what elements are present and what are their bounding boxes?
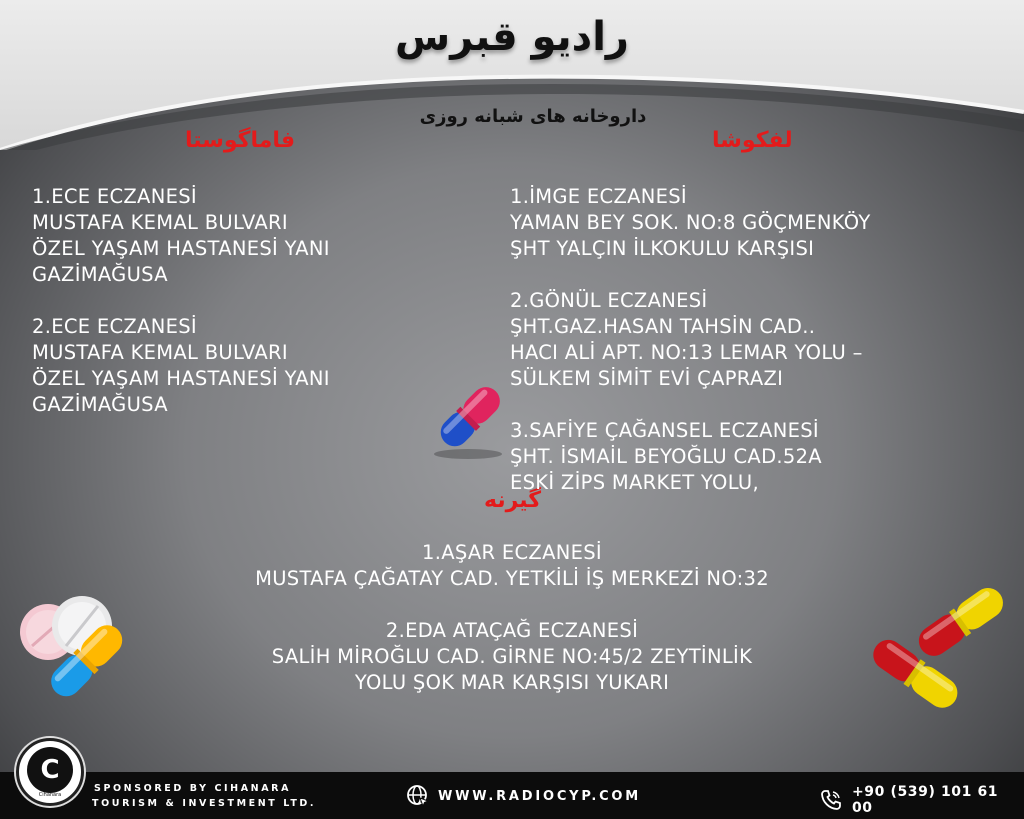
pharmacy-address-line: MUSTAFA KEMAL BULVARI <box>32 341 288 364</box>
globe-cursor-icon <box>406 784 430 808</box>
pharmacy-entry <box>510 288 871 392</box>
pharmacy-address-line: HACI ALİ APT. NO:13 LEMAR YOLU – <box>510 341 863 364</box>
phone-contact[interactable] <box>820 784 1024 816</box>
pharmacy-name: 1.AŞAR ECZANESİ <box>422 541 602 564</box>
pharmacy-entry <box>32 314 330 418</box>
pharmacy-address-line: GAZİMAĞUSA <box>32 393 168 416</box>
sponsor-logo <box>16 738 84 806</box>
pharmacy-entry <box>32 184 330 288</box>
pharmacy-address-line: YAMAN BEY SOK. NO:8 GÖÇMENKÖY <box>510 211 871 234</box>
page-title: رادیو قبرس <box>395 14 629 60</box>
pharmacy-address-line: MUSTAFA KEMAL BULVARI <box>32 211 288 234</box>
sponsor-line-2: TOURISM & INVESTMENT LTD. <box>92 798 317 809</box>
pharmacy-name: 1.İMGE ECZANESİ <box>510 185 687 208</box>
phone-icon <box>820 789 842 811</box>
lefkosa-pharmacy-list <box>510 184 871 496</box>
region-title-famagusta: فاماگوستا <box>185 128 296 153</box>
pharmacy-address-line: MUSTAFA ÇAĞATAY CAD. YETKİLİ İŞ MERKEZİ NO:32 <box>255 567 769 590</box>
logo-caption: Cihanara <box>38 792 62 798</box>
pill-icon <box>14 592 134 710</box>
pharmacy-address-line: SALİH MİROĞLU CAD. GİRNE NO:45/2 ZEYTİNLİK <box>271 645 753 668</box>
pharmacy-name: 3.SAFİYE ÇAĞANSEL ECZANESİ <box>510 419 819 442</box>
capsule-icon <box>862 570 1012 720</box>
website-link[interactable] <box>406 784 641 808</box>
pharmacy-entry <box>510 418 871 496</box>
sponsor-line-1: SPONSORED BY CIHANARA <box>94 783 292 794</box>
pharmacy-address-line: SÜLKEM SİMİT EVİ ÇAPRAZI <box>510 367 784 390</box>
pharmacy-address-line: ŞHT YALÇIN İLKOKULU KARŞISI <box>510 237 815 260</box>
pharmacy-address-line: ŞHT. İSMAİL BEYOĞLU CAD.52A <box>510 445 822 468</box>
pharmacy-address-line: GAZİMAĞUSA <box>32 263 168 286</box>
pharmacy-entry <box>510 184 871 262</box>
page-subtitle: داروخانه های شبانه روزی <box>419 106 647 127</box>
logo-letter: C <box>27 747 73 793</box>
capsule-icon <box>426 374 516 464</box>
pharmacy-address-line: ŞHT.GAZ.HASAN TAHSİN CAD.. <box>510 315 816 338</box>
pharmacy-address-line: ÖZEL YAŞAM HASTANESİ YANI <box>32 237 330 260</box>
sponsor-text <box>92 781 316 811</box>
pharmacy-name: 2.ECE ECZANESİ <box>32 315 197 338</box>
website-text[interactable]: WWW.RADIOCYP.COM <box>438 788 642 804</box>
phone-number[interactable]: +90 (539) 101 61 00 <box>851 784 999 816</box>
famagusta-pharmacy-list <box>32 184 330 418</box>
pharmacy-name: 1.ECE ECZANESİ <box>32 185 197 208</box>
pharmacy-address-line: ESKİ ZİPS MARKET YOLU, <box>510 471 759 494</box>
pharmacy-name: 2.EDA ATAÇAĞ ECZANESİ <box>385 619 639 642</box>
region-title-lefkosa: لفکوشا <box>712 128 793 153</box>
pharmacy-name: 2.GÖNÜL ECZANESİ <box>510 289 708 312</box>
pharmacy-address-line: YOLU ŞOK MAR KARŞISI YUKARI <box>354 671 670 694</box>
region-title-girne: گیرنه <box>484 488 542 513</box>
pharmacy-address-line: ÖZEL YAŞAM HASTANESİ YANI <box>32 367 330 390</box>
